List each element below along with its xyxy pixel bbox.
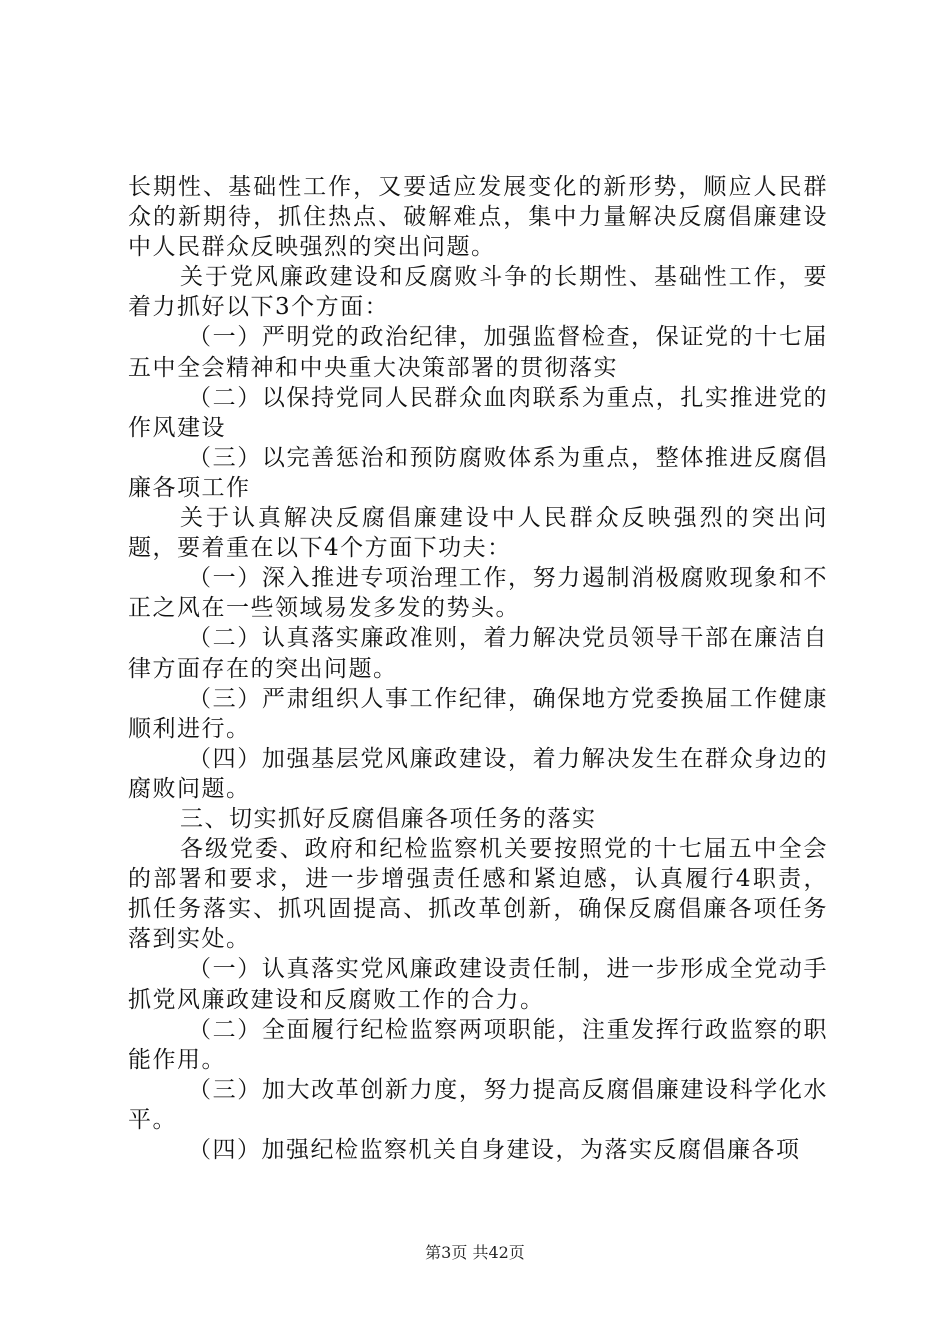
page-number: 第3页 共42页	[425, 1243, 525, 1262]
paragraph: 长期性、基础性工作，又要适应发展变化的新形势，顺应人民群众的新期待，抓住热点、破解难点，集中力量解决反腐倡廉建设中人民群众反映强烈的突出问题。	[128, 174, 828, 261]
section-heading: 三、切实抓好反腐倡廉各项任务的落实	[180, 805, 597, 832]
paragraph: 关于党风廉政建设和反腐败斗争的长期性、基础性工作，要着力抓好以下3个方面：	[128, 264, 828, 321]
list-item: （一）深入推进专项治理工作，努力遏制消极腐败现象和不正之风在一些领域易发多发的势头。	[128, 565, 828, 622]
list-item: （一）认真落实党风廉政建设责任制，进一步形成全党动手抓党风廉政建设和反腐败工作的合力。	[128, 956, 828, 1013]
list-item: （二）以保持党同人民群众血肉联系为重点，扎实推进党的作风建设	[128, 384, 828, 441]
body-text	[128, 172, 828, 1165]
list-item: （二）认真落实廉政准则，着力解决党员领导干部在廉洁自律方面存在的突出问题。	[128, 625, 828, 682]
list-item: （四）加强纪检监察机关自身建设，为落实反腐倡廉各项	[188, 1137, 801, 1163]
list-item: （三）严肃组织人事工作纪律，确保地方党委换届工作健康顺利进行。	[128, 685, 828, 742]
list-item: （四）加强基层党风廉政建设，着力解决发生在群众身边的腐败问题。	[128, 745, 828, 802]
list-item: （三）加大改革创新力度，努力提高反腐倡廉建设科学化水平。	[128, 1076, 828, 1133]
list-item: （二）全面履行纪检监察两项职能，注重发挥行政监察的职能作用。	[128, 1016, 828, 1073]
page-footer	[0, 1243, 950, 1263]
paragraph: 各级党委、政府和纪检监察机关要按照党的十七届五中全会的部署和要求，进一步增强责任感和紧迫感，认真履行4职责，抓任务落实、抓巩固提高、抓改革创新，确保反腐倡廉各项任务落到实处。	[128, 836, 828, 953]
paragraph: 关于认真解决反腐倡廉建设中人民群众反映强烈的突出问题，要着重在以下4个方面下功夫：	[128, 505, 828, 562]
list-item: （一）严明党的政治纪律，加强监督检查，保证党的十七届五中全会精神和中央重大决策部署的贯彻落实	[128, 324, 828, 381]
list-item: （三）以完善惩治和预防腐败体系为重点，整体推进反腐倡廉各项工作	[128, 444, 828, 501]
